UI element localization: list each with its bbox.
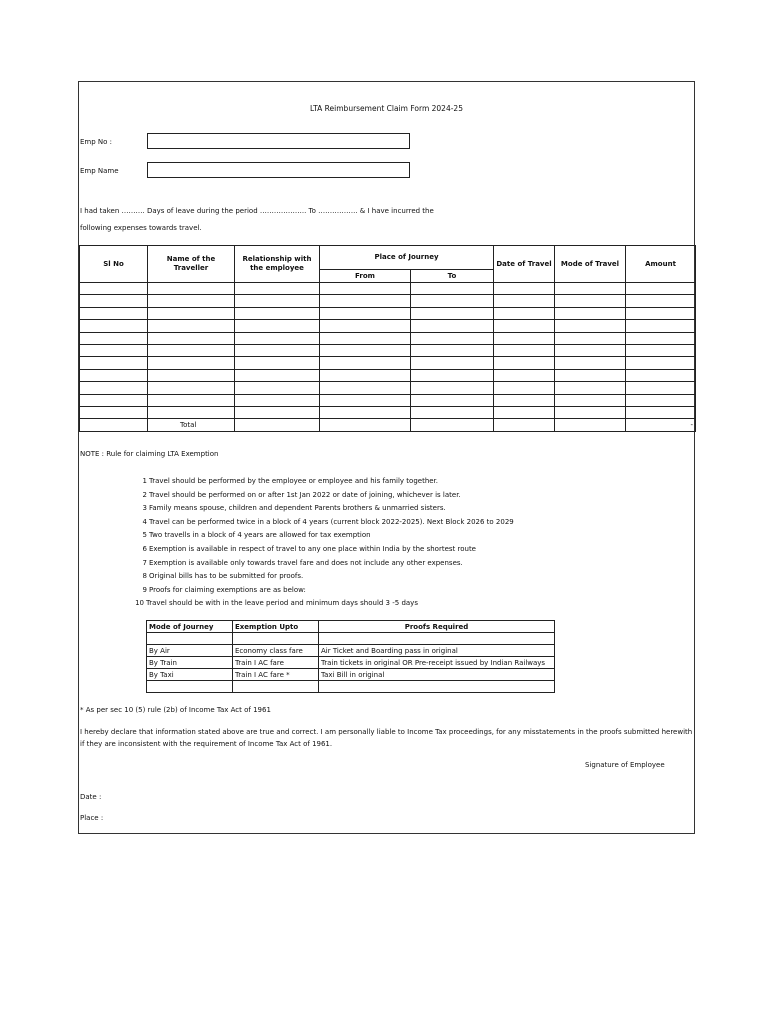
intro-line-2: following expenses towards travel. xyxy=(80,224,202,232)
header-amount: Amount xyxy=(626,246,696,283)
table-row xyxy=(80,406,696,418)
header-proofs-required: Proofs Required xyxy=(319,621,555,633)
table-row: By Train Train I AC fare Train tickets in original OR Pre-receipt issued by Indian Railways xyxy=(147,657,555,669)
note-item: 2 Travel should be performed on or after 1st Jan 2022 or date of joining, whichever is later. xyxy=(142,490,461,499)
table-row xyxy=(80,382,696,394)
footnote: * As per sec 10 (5) rule (2b) of Income Tax Act of 1961 xyxy=(80,706,271,714)
note-item: 1 Travel should be performed by the employee or employee and his family together. xyxy=(142,477,439,485)
expense-table xyxy=(79,245,696,432)
note-item: 4 Travel can be performed twice in a block of 4 years (current block 2022-2025). Next Block 2026 to 2029 xyxy=(142,517,514,526)
note-list xyxy=(137,475,657,611)
date-label: Date : xyxy=(80,793,102,801)
table-row xyxy=(80,344,696,356)
place-label: Place : xyxy=(80,814,104,822)
header-date-of-travel: Date of Travel xyxy=(494,246,555,283)
total-amount: - xyxy=(626,419,696,431)
note-item: 9 Proofs for claiming exemptions are as below: xyxy=(142,585,306,594)
table-row xyxy=(147,633,555,645)
header-place-of-journey: Place of Journey xyxy=(320,246,494,270)
table-row: By Taxi Train I AC fare * Taxi Bill in original xyxy=(147,669,555,681)
table-row xyxy=(80,357,696,369)
note-item: 8 Original bills has to be submitted for proofs. xyxy=(142,572,304,581)
emp-name-field[interactable] xyxy=(147,162,410,178)
note-item: 3 Family means spouse, children and dependent Parents brothers & unmarried sisters. xyxy=(142,504,446,513)
proofs-table xyxy=(146,620,555,693)
header-relationship: Relationship with the employee xyxy=(235,246,320,283)
note-item: 5 Two travells in a block of 4 years are allowed for tax exemption xyxy=(142,531,371,540)
table-row xyxy=(80,307,696,319)
header-exemption-upto: Exemption Upto xyxy=(233,621,319,633)
emp-no-label: Emp No : xyxy=(80,138,113,146)
header-to: To xyxy=(411,270,494,283)
table-row: By Air Economy class fare Air Ticket and Boarding pass in original xyxy=(147,645,555,657)
header-mode-of-travel: Mode of Travel xyxy=(555,246,626,283)
note-item: 7 Exemption is available only towards travel fare and does not include any other expenses. xyxy=(142,558,463,567)
header-mode-of-journey: Mode of Journey xyxy=(147,621,233,633)
table-row xyxy=(147,681,555,693)
table-row xyxy=(80,320,696,332)
total-label: Total xyxy=(148,419,235,431)
form-title: LTA Reimbursement Claim Form 2024-25 xyxy=(310,104,463,113)
emp-no-field[interactable] xyxy=(147,133,410,149)
header-sl-no: Sl No xyxy=(80,246,148,283)
table-row xyxy=(80,295,696,307)
header-from: From xyxy=(320,270,411,283)
table-row xyxy=(80,332,696,344)
note-item: 6 Exemption is available in respect of travel to any one place within India by the shortest route xyxy=(142,544,476,553)
intro-line-1: I had taken ………. Days of leave during the period ……………….. To …………….. & I have incurred the xyxy=(80,207,434,215)
table-row xyxy=(80,394,696,406)
header-traveller: Name of the Traveller xyxy=(148,246,235,283)
table-total-row xyxy=(80,419,696,431)
emp-name-label: Emp Name xyxy=(80,167,119,175)
declaration-text: I hereby declare that information stated above are true and correct. I am personally liable to Income Tax proceedings, for any misstatements in the proofs submitted herewith if they are inconsistent with the requirement of Income Tax Act of 1961. xyxy=(80,728,693,748)
note-heading: NOTE : Rule for claiming LTA Exemption xyxy=(80,450,219,458)
table-row xyxy=(80,369,696,381)
table-row xyxy=(80,283,696,295)
note-item: 10 Travel should be with in the leave period and minimum days should 3 -5 days xyxy=(135,599,418,608)
signature-label: Signature of Employee xyxy=(585,761,665,769)
